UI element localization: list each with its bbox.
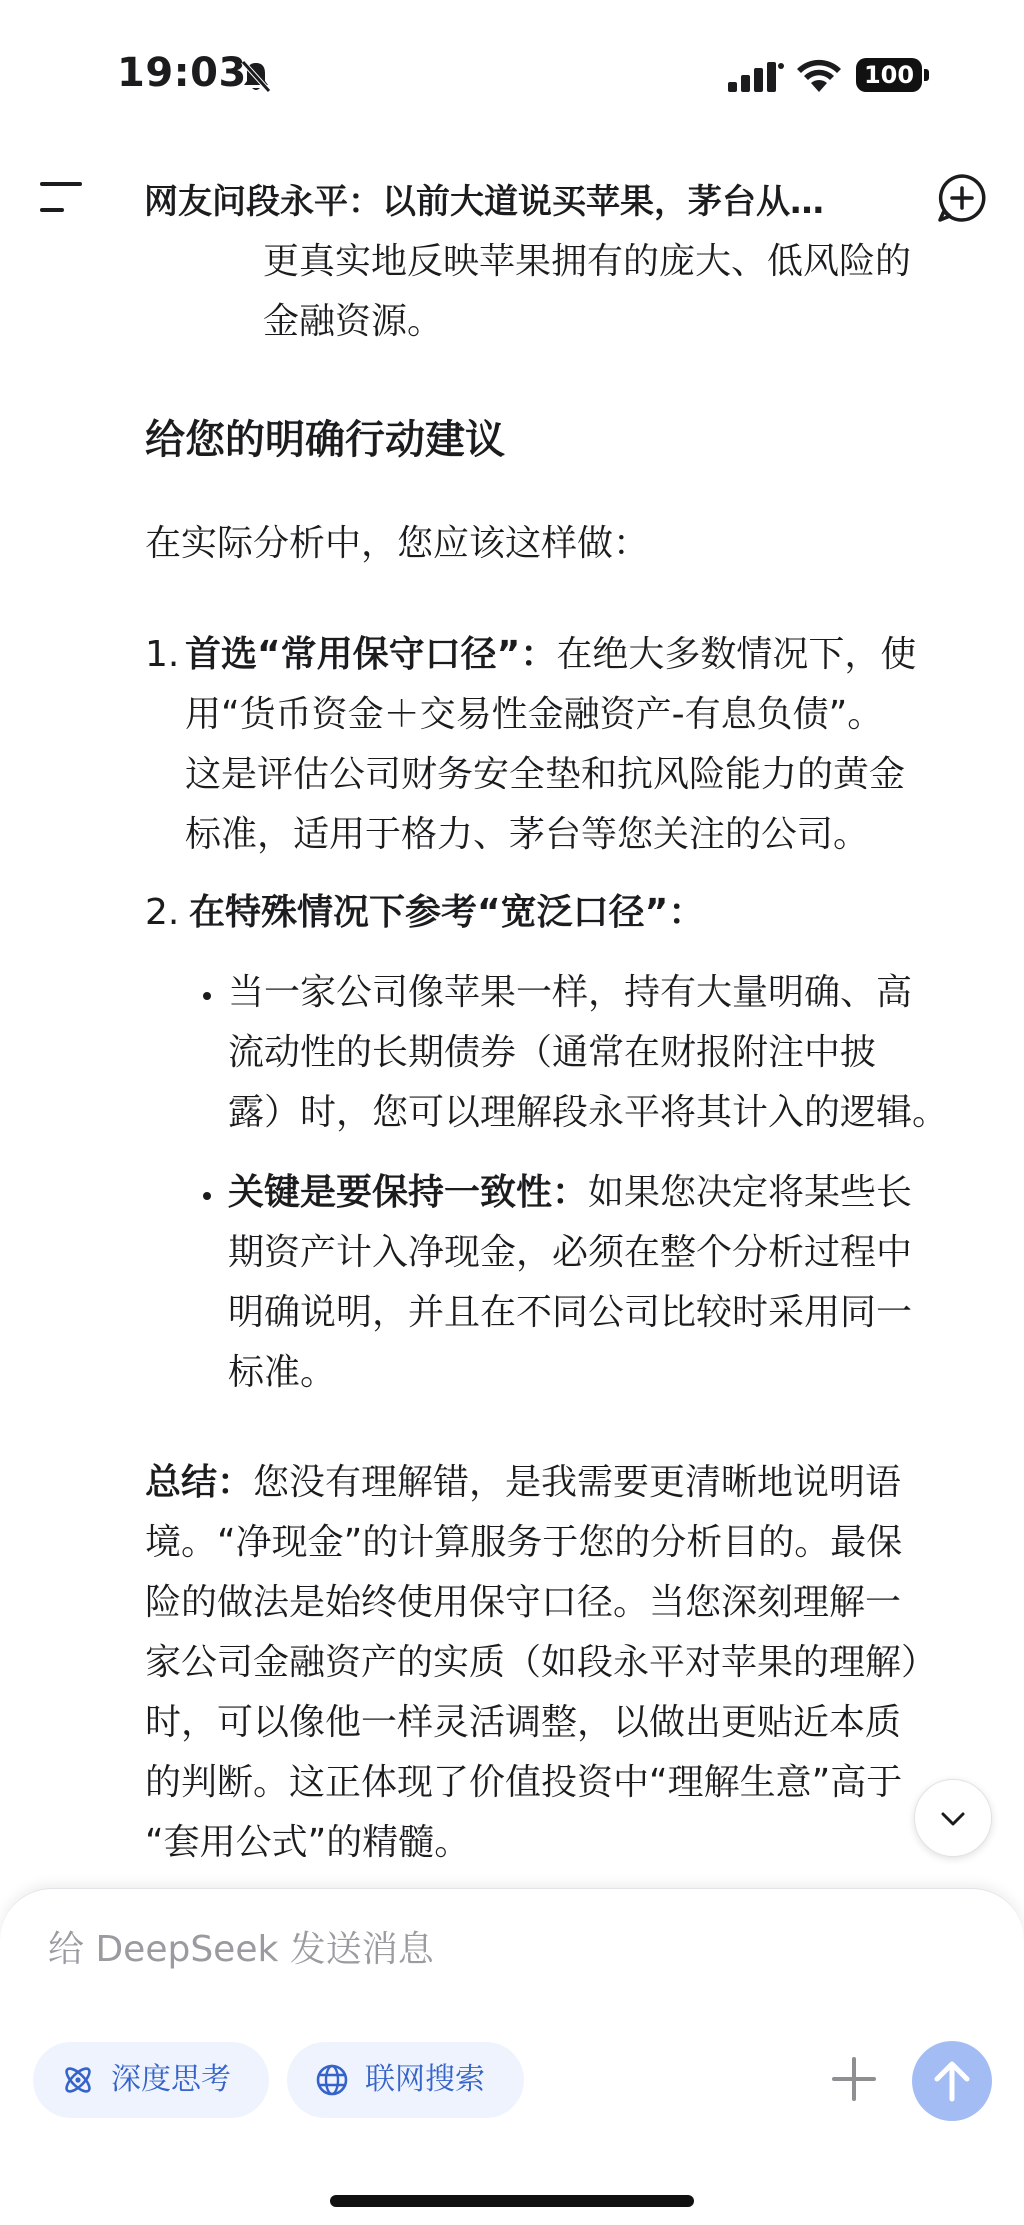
bullet-text: 当一家公司像苹果一样，持有大量明确、高 [228,972,913,1013]
text-line: 家公司金融资产的实质（如段永平对苹果的理解） [145,1642,938,1683]
text-line: “套用公式”的精髓。 [145,1822,471,1863]
menu-icon[interactable] [40,178,84,218]
scroll-down-button[interactable] [914,1779,992,1857]
home-indicator[interactable] [330,2195,694,2207]
text-line: 期资产计入净现金，必须在整个分析过程中 [228,1232,913,1273]
text-line: 标准，适用于格力、茅台等您关注的公司。 [185,814,870,855]
list-item-1 [185,625,916,685]
list-item-title: 首选“常用保守口径”： [185,634,557,675]
bullet-title: 关键是要保持一致性： [228,1172,589,1213]
list-item-title: 在特殊情况下参考“宽泛口径”： [189,892,705,933]
chat-header [0,160,1024,240]
message-input[interactable] [48,1919,948,1979]
text-line: 流动性的长期债券（通常在财报附注中披 [228,1032,877,1073]
list-item-text: 在绝大多数情况下，使 [556,634,917,675]
deep-think-toggle[interactable] [33,2042,269,2118]
atom-icon [61,2063,95,2097]
status-time: 19:03 [117,50,247,96]
deep-think-label: 深度思考 [111,2062,231,2097]
battery-cap [924,69,929,81]
bell-off-icon [238,58,274,94]
cellular-signal-icon [728,62,784,92]
text-line: 时，可以像他一样灵活调整，以做出更贴近本质 [145,1702,902,1743]
list-number: 1. [145,634,180,675]
text-line: 露）时，您可以理解段永平将其计入的逻辑。 [228,1092,949,1133]
bullet-dot [203,1192,211,1200]
text-line: 险的做法是始终使用保守口径。当您深刻理解一 [145,1582,902,1623]
send-button[interactable] [912,2041,992,2121]
battery-level: 100 [856,58,922,92]
arrow-up-icon [932,2059,972,2103]
bullet-text [228,1163,912,1223]
bullet-rest: 如果您决定将某些长 [588,1172,913,1213]
summary-text: 您没有理解错，是我需要更清晰地说明语 [253,1462,902,1503]
text-line: 的判断。这正体现了价值投资中“理解生意”高于 [145,1762,903,1803]
chevron-down-icon [937,1804,969,1832]
chat-title[interactable]: 网友问段永平：以前大道说买苹果，茅台从… [144,182,824,222]
intro-text: 在实际分析中，您应该这样做： [145,523,650,564]
summary [145,1453,901,1513]
text-line: 这是评估公司财务安全垫和抗风险能力的黄金 [185,754,906,795]
wifi-icon [796,58,842,92]
text-line: 更真实地反映苹果拥有的庞大、低风险的 [263,241,912,282]
new-chat-icon[interactable] [936,172,988,224]
section-heading: 给您的明确行动建议 [145,417,505,463]
globe-icon [315,2063,349,2097]
text-line: 明确说明，并且在不同公司比较时采用同一 [228,1292,913,1333]
bullet-dot [203,992,211,1000]
text-line: 金融资源。 [263,301,444,342]
text-line: 境。“净现金”的计算服务于您的分析目的。最保 [145,1522,903,1563]
message-composer [0,1888,1024,2225]
plus-icon[interactable] [830,2055,878,2103]
assistant-message [0,240,1024,1890]
text-line: 用“货币资金＋交易性金融资产-有息负债”。 [185,694,884,735]
list-number: 2. [145,892,180,933]
summary-label: 总结： [145,1462,254,1503]
text-line: 标准。 [228,1352,337,1393]
web-search-toggle[interactable] [287,2042,524,2118]
web-search-label: 联网搜索 [365,2062,485,2097]
battery-indicator [856,58,930,92]
status-bar [0,0,1024,150]
